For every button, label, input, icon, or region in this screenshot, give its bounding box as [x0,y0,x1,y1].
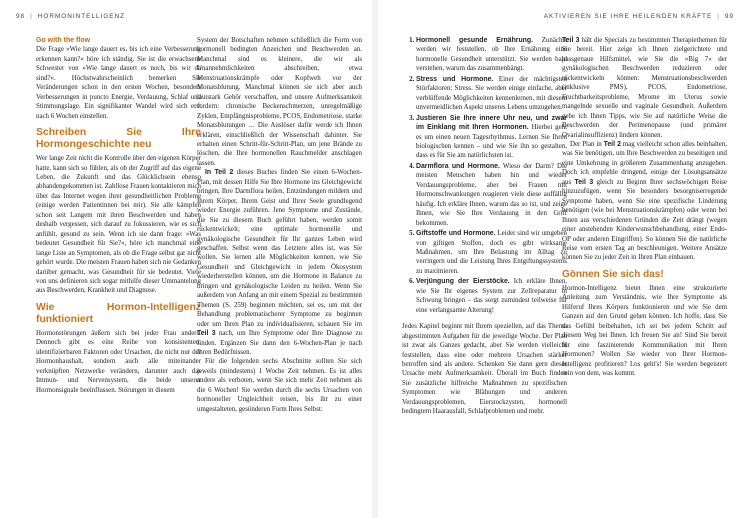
left-page [0,0,372,518]
list-item: 5. Giftstoffe und Hormone. Leider sind wir umgeben von giftigen Stoffen, doch es gibt wirksame Maßnahmen, um Ihre Belastung im Alltag zu verringern und die Leistung Ihres Entgiftungssystems zu maximieren. [416,229,567,276]
right-column-2 [562,36,727,378]
part-reference: Teil 2 [603,140,621,148]
paragraph: Hormon-Intelligenz bietet Ihnen eine strukturierte Anleitung zum Verständnis, wie Ihre Symptome als Hilferuf Ihres Körpers funktionieren und wie Sie dem Ganzen auf den Grund gehen können. Ich hoffe, dass Sie das Gefühl beibehalten, ich sei bei jedem Schritt auf diesem Weg bei Ihnen. Ich freuen Sie an! Sind Sie bereit für eine faszinierende Kommunikation mit Ihren Hormonen? Wollen Sie wieder von Ihrer Hormon-Intelligenz profitieren? Los geht's! Sie werden begeistert sein von dem, was kommt. [562,284,727,377]
right-page [378,0,750,518]
part-reference: Teil 3 [562,37,580,44]
list-item: 1. Hormonell gesunde Ernährung. Zunächst werden wir feststellen, ob Ihre Ernährung eine hormonelle Gesundheit unterstützt. Sie werden bald verstehen, warum das zusammenhängt. [416,36,567,74]
part-reference: In Teil 2 [205,169,234,177]
list-item: 3. Justieren Sie Ihre innere Uhr neu, und zwar im Einklang mit Ihren Hormonen. Hierbei geht es um einen neuen Tagesrhythmus. Lernen Sie Ihren biologischen kennen – und wie Sie ihn so gestalten, dass es für Sie am natürlichsten ist. [416,114,567,161]
list-item: 4. Darmflora und Hormone. Wieso der Darm? Die meisten Menschen haben hin und wieder Verdauungsprobleme, aber bei Frauen mit Hormonschwankungen reagieren viele diese auffällig häufig. Ich erkläre Ihnen, warum das so ist, und zeige Ihnen, wie Sie Ihre Verdauung in den Griff bekommen. [416,162,567,228]
heading-wie-hormon-intelligenz: Wie Hormon-Intelligenz funktioniert [36,301,201,325]
left-running-head: 98 | HORMONINTELLIGENZ [16,13,126,20]
heading-goennen-sie-sich-das: Gönnen Sie sich das! [562,268,664,280]
part-reference: Teil 3 [574,178,594,186]
left-page-number: 98 [16,13,26,20]
paragraph: In Teil 2 dieses Buches finden Sie einen 6-Wochen-Plan, mit dessen Hilfe Sie Ihre Hormone ins Gleichgewicht bringen, Ihre Darmflora heilen, Entzündungen mildern und Ihrem Körper, Ihrem Geist und Ihrer Seele grundlegend wieder Energie zuführen. Jene Symptome und Zustände, die Sie zu diesem Buch geführt haben, werden somit rückentwickelt; eine optimale hormonelle und gynäkologische Gesundheit für Ihr ganzes Leben wird geschaffen. Selbst wenn das Letztere alles ist, was Sie wollen. Sie lernen alle Möglichkeiten kennen, wie Sie Gesundheit und Gleichgewicht in jedem Ökosystem wiederherstellen können, um die Hormone in Balance zu bringen und gynäkologische Leiden zu heilen. Wenn Sie außerdem von Anfang an mit einem Spezial zu bestimmten Themen (S. 259) beginnen möchten, sei es, um mit der Behandlung problematischerer Symptome zu beginnen oder um Ihren Plan zu individualisieren, schauen Sie im Teil 3 nach, um Ihre Symptome oder Ihre Diagnose zu finden. Ergänzen Sie dann den 6-Wochen-Plan je nach Ihren Bedürfnissen. [197,169,362,356]
paragraph: Für die folgenden sechs Abschnitte sollten Sie sich jeweils (mindestens) 1 Woche Zeit nehmen. Es ist alles andere als verboten, wenn Sie sich mehr Zeit nehmen als die 6 Wochen! Sie werden durch die sechs Ursachen von hormoneller Ungleichheit reisen, bis ihr zu einer umgestalteten, gesünderen Form Ihres Selbst: [197,358,362,413]
list-item: 2. Stress und Hormone. Einer der mächtigsten Störfaktoren: Stress. Sie werden einige einfache, aber verblüffende Möglichkeiten kennenlernen, mit diesem unvermeidlichen Aspekt unseres Lebens umzugehen. [416,75,567,113]
six-causes-list [402,36,567,315]
paragraph: Wer lange Zeit nicht die Kontrolle über den eigenen Körper hatte, kann sich so fühlen, als ob der Zugriff auf das eigene Leben, die Zukunft und das Glücklichsein ebenso abhandengekommen ist. Zahllose Frauen kontaktieren mich über das Internet wegen ihrer gesundheitlichen Probleme (einige werden Patientinnen bei mir). Sie alle kämpfen schon seit Langem mit ihren Beschwerden und haben deshalb vergessen, sich darauf zu fokussieren, wie es sich anfühlt, gesund zu sein. Wenn ich sie dann frage: »Was bedeutet Gesundheit für Sie?«, höre ich manchmal eine lange Liste an Symptomen, als ob die Frage selbst gar nicht gehört wurde. Die meisten Frauen haben sich nie Gedanken darüber gemacht, was Gesundheit für sie bedeutet. Viele von uns definieren sich sogar mithilfe dieser Ummantelung aus Beschwerden, Krankheit und Diagnose. [36,155,201,295]
paragraph: Die Frage »Wie lange dauert es, bis ich eine Verbesserung erkennen kann?« höre ich ständig. Sie ist die erwachsene Schwester von »Wie lange dauert es noch, bis wir da sind?«. Höchstwahrscheinlich bemerken Sie Veränderungen schon in den ersten Wochen, besonders Verbesserungen in puncto Energie, Verdauung, Schlaf und Stimmungslage. Ein signifikanter Wandel wird sich erst nach 6 Wochen einstellen. [36,46,201,120]
list-item: 6. Verjüngung der Eierstöcke. Ich erkläre Ihnen, wie Sie Ihr eigenes System zur Zellreparatur in Schwung bringen – das sorgt zumindest teilweise für eine verlangsamte Alterung! [416,277,567,315]
right-running-head: AKTIVIEREN SIE IHRE HEILENDEN KRÄFTE | 99 [543,13,734,20]
paragraph: Der Plan in Teil 2 mag vielleicht schon alles beinhalten, was Sie benötigen, um Ihre Beschwerden zu beseitigen und eine Umkehrung in größerem Zusammenhang anzugehen. Doch ich empfehle dringend, einige der Lösungsansätze aus Teil 3 gleich zu Beginn Ihrer sechswöchigen Reise hinzuzufügen, wenn Sie besonders besorgniserregende Symptome haben, wenn Sie eine spezifische Linderung benötigen (wie bei Menstruationskrämpfen) oder wenn bei Ihnen aus verschiedenen Gründen die Zeit drängt (wegen einer anstehenden Kinderwunschbehandlung, einer Endo-OP oder anderen Eingriffen). So können Sie die natürliche Reise vom ersten Tag an beschleunigen. Weitere Ansätze können Sie zu jeder Zeit in Ihren Plan einbauen. [562,140,727,262]
subheading-go-with-the-flow: Go with the flow [36,37,91,44]
left-running-title: HORMONINTELLIGENZ [37,13,126,20]
paragraph: Hormonstörungen äußern sich bei jeder Frau anders. Dennoch gibt es eine Reihe von konsistenten, identifizierbaren Faktoren oder Ursachen, die nicht nur der Hormonhaushalt, sondern auch alle miteinander verknüpften Netzwerke verändern, darunter auch das Immun- und Nervensystem, die beide unserer Hormonsignale beeinflussen. Störungen in diesem [36,329,201,394]
paragraph: Jedes Kapitel beginnt mit Ihrem speziellen, auf das Thema abgestimmten Aufgaben für die jeweilige Woche. Der Plan ist zwar als Ganzes gedacht, aber Sie werden vielleicht feststellen, dass eine oder mehrere Ursachen stärker betroffen sind als andere. Schenken Sie dann gern dieser Ursache mehr Aufmerksamkeit. Überall im Buch finden Sie zusätzliche hilfreiche Maßnahmen zu spezifischen Symptomen wie Blähungen und anderen Verdauungsproblemen, Eierstockzysten, hormonell bedingtem Haarausfall, Schlafproblemen und mehr. [402,323,567,416]
part-reference: Teil 3 [197,330,216,338]
heading-hormongeschichte: Schreiben Sie Ihre Hormongeschichte neu [36,127,201,151]
right-running-title: AKTIVIEREN SIE IHRE HEILENDEN KRÄFTE [543,13,713,20]
paragraph: System der Botschaften nehmen schließlich die Form von hormonell bedingten Anzeichen und Beschwerden an. Manchmal sind es kleinere, die wir als Unannehmlichkeiten abschreiben, etwa Menstruationskrämpfe oder Kopfweh vor der Monatsblutung. Manchmal können sie sich aber auch lautstark Gehör verschaffen, und unsere Aufmerksamkeit fordern: chronische Beckenschmerzen, unregelmäßige Zyklen, Empfängnisprobleme, PCOS, Endometriose, starke Monatsblutungen … Die Auslöser dafür werde ich Ihnen erklären, einschließlich der Wissenschaft dahinter. Sie erhalten einen Schritt-für-Schritt-Plan, um jene Brände zu löschen, die Ihre hormonellen Rauchmelder anschlagen lassen. [197,37,362,167]
right-column-1 [402,36,567,417]
paragraph: Teil 3 hält die Specials zu bestimmten Therapiethemen für Sie bereit. Hier zeige ich Ihnen zielgerichtete und passgenaue Hilfsmittel, wie Sie die »Big 7« der gynäkologischen Beschwerden reduzieren oder rückentwickeln können: Menstruationsbeschwerden (inklusive PMS), PCOS, Endometriose, Fruchtbarkeitsprobleme, Myome im Uterus sowie mangelnde sexuelle und vaginale Gesundheit. Außerdem gebe ich Ihnen Tipps, wie Sie auf natürliche Weise die Beschwerden der Perimenopause (und primärer Ovarialinsuffizienz) lindern können. [562,37,727,139]
right-page-number: 99 [724,13,734,20]
left-column-2 [197,36,362,414]
left-column-1 [36,36,201,395]
